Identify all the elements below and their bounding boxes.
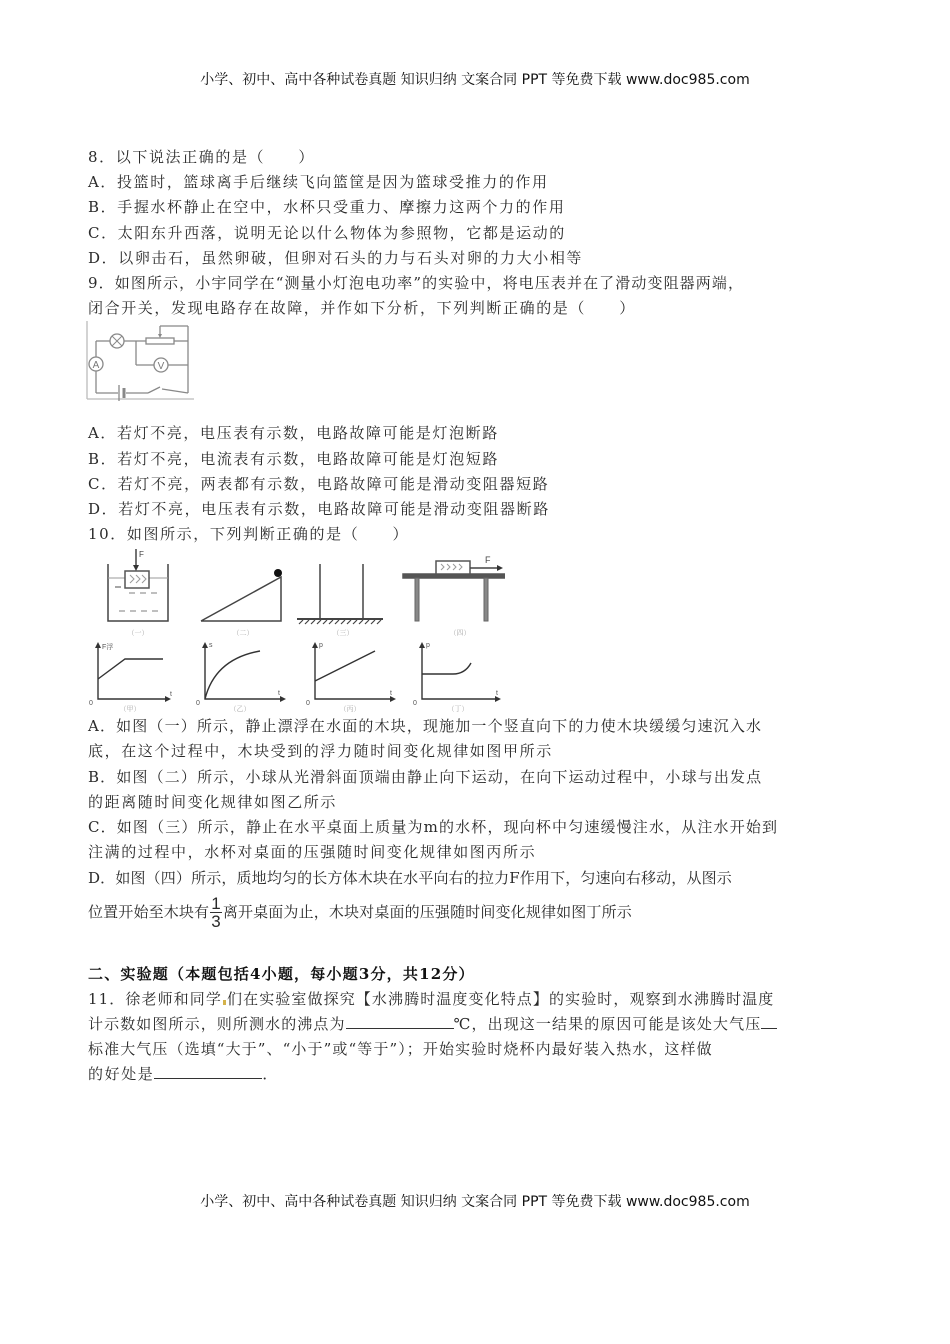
question-9 (88, 271, 868, 522)
svg-text:F浮: F浮 (102, 644, 114, 652)
svg-text:0: 0 (196, 700, 200, 708)
question-9-option-b: B．若灯不亮，电流表有示数，电路故障可能是灯泡短路 (88, 449, 500, 468)
question-11-line4: 的好处是 ． (88, 1062, 868, 1087)
question-10-option-a-line2: 底，在这个过程中，木块受到的浮力随时间变化规律如图甲所示 (88, 742, 553, 761)
svg-text:t: t (170, 691, 172, 699)
svg-text:（三）: （三） (332, 629, 354, 638)
question-8 (88, 145, 868, 271)
question-9-stem-line1: 9．如图所示，小宇同学在“测量小灯泡电功率”的实验中，将电压表并在了滑动变阻器两端， (88, 273, 745, 292)
question-9-option-d: D．若灯不亮，电压表有示数，电路故障可能是滑动变阻器断路 (88, 499, 550, 518)
question-10-option-c-line1: C．如图（三）所示，静止在水平桌面上质量为m的水杯，现向杯中匀速缓慢注水，从注水开始到 (88, 818, 779, 836)
question-10-option-b-line1: B．如图（二）所示，小球从光滑斜面顶端由静止向下运动，在向下运动过程中，小球与出发点 (88, 767, 763, 786)
svg-text:s: s (209, 642, 213, 650)
header-banner: 小学、初中、高中各种试卷真题 知识归纳 文案合同 PPT 等免费下载 www.doc985.com (200, 72, 750, 88)
circuit-diagram (86, 321, 196, 401)
question-8-option-c: C．太阳东升西落，说明无论以什么物体为参照物，它都是运动的 (88, 223, 566, 242)
question-11-line1: 11．徐老师和同学 们在实验室做探究【水沸腾时温度变化特点】的实验时，观察到水沸腾时温度 (88, 989, 775, 1008)
question-8-option-a: A．投篮时，篮球离手后继续飞向篮筐是因为篮球受推力的作用 (88, 173, 549, 192)
svg-text:p: p (319, 642, 323, 650)
svg-text:0: 0 (89, 700, 93, 708)
svg-text:（二）: （二） (232, 629, 254, 638)
svg-text:t: t (390, 690, 392, 698)
svg-text:（甲）: （甲） (119, 705, 141, 714)
svg-text:t: t (278, 690, 280, 698)
boiling-point-blank[interactable] (346, 1012, 454, 1029)
question-10-figures (85, 549, 505, 714)
svg-text:（丙）: （丙） (339, 705, 361, 714)
question-10-option-d-line1: D．如图（四）所示，质地均匀的长方体木块在水平向右的拉力F作用下，匀速向右移动，从图示 (88, 869, 732, 888)
svg-text:（四）: （四） (449, 629, 471, 638)
footer-banner: 小学、初中、高中各种试卷真题 知识归纳 文案合同 PPT 等免费下载 www.doc985.com (200, 1194, 750, 1210)
svg-text:0: 0 (413, 700, 417, 708)
hot-water-benefit-blank[interactable] (154, 1062, 262, 1079)
section-2-title: 二、实验题（本题包括4小题，每小题3分，共12分） (88, 964, 475, 983)
svg-text:（一）: （一） (127, 629, 149, 638)
question-9-stem-line2: 闭合开关，发现电路存在故障，并作如下分析，下列判断正确的是（ ） (88, 299, 636, 318)
question-10-option-c-line2: 注满的过程中，水杯对桌面的压强随时间变化规律如图丙所示 (88, 843, 537, 862)
svg-text:p: p (426, 642, 430, 650)
svg-text:F: F (485, 555, 491, 566)
stray-mark (223, 1000, 226, 1005)
svg-text:V: V (157, 361, 165, 373)
question-9-option-c: C．若灯不亮，两表都有示数，电路故障可能是滑动变阻器短路 (88, 474, 550, 493)
question-11-line3: 标准大气压（选填“大于”、“小于”或“等于”）；开始实验时烧杯内最好装入热水，这样做 (88, 1039, 713, 1058)
question-10-option-d-line2: 位置开始至木块有 $\frac{1}{3}$ 离开桌面为止，木块对桌面的压强随时间变化规律如图丁所示 (88, 894, 632, 932)
question-11 (88, 987, 868, 1088)
svg-text:0: 0 (306, 700, 310, 708)
question-9-option-a: A．若灯不亮，电压表有示数，电路故障可能是灯泡断路 (88, 424, 499, 443)
exam-content (88, 145, 868, 1087)
question-8-stem: 8．以下说法正确的是（ ） (88, 148, 315, 166)
svg-text:（乙）: （乙） (229, 705, 251, 714)
question-10 (88, 522, 868, 932)
question-10-option-b-line2: 的距离随时间变化规律如图乙所示 (88, 792, 338, 811)
svg-text:F: F (139, 550, 144, 560)
pressure-compare-blank[interactable] (761, 1012, 777, 1029)
question-10-option-a-line1: A．如图（一）所示，静止漂浮在水面的木块，现施加一个竖直向下的力使木块缓缓匀速沉入水 (88, 717, 763, 736)
svg-text:（丁）: （丁） (447, 705, 469, 714)
svg-text:A: A (92, 360, 100, 372)
question-8-option-b: B．手握水杯静止在空中，水杯只受重力、摩擦力这两个力的作用 (88, 198, 566, 217)
question-10-stem: 10．如图所示，下列判断正确的是（ ） (88, 525, 410, 544)
question-8-option-d: D．以卵击石，虽然卵破，但卵对石头的力与石头对卵的力大小相等 (88, 248, 584, 267)
svg-text:t: t (496, 690, 498, 698)
ball-icon (274, 569, 282, 577)
fraction-one-third: $\frac{1}{3}$ (211, 894, 221, 932)
question-11-line2: 计示数如图所示，则所测水的沸点为 ℃，出现这一结果的原因可能是该处大气压 (88, 1012, 868, 1037)
